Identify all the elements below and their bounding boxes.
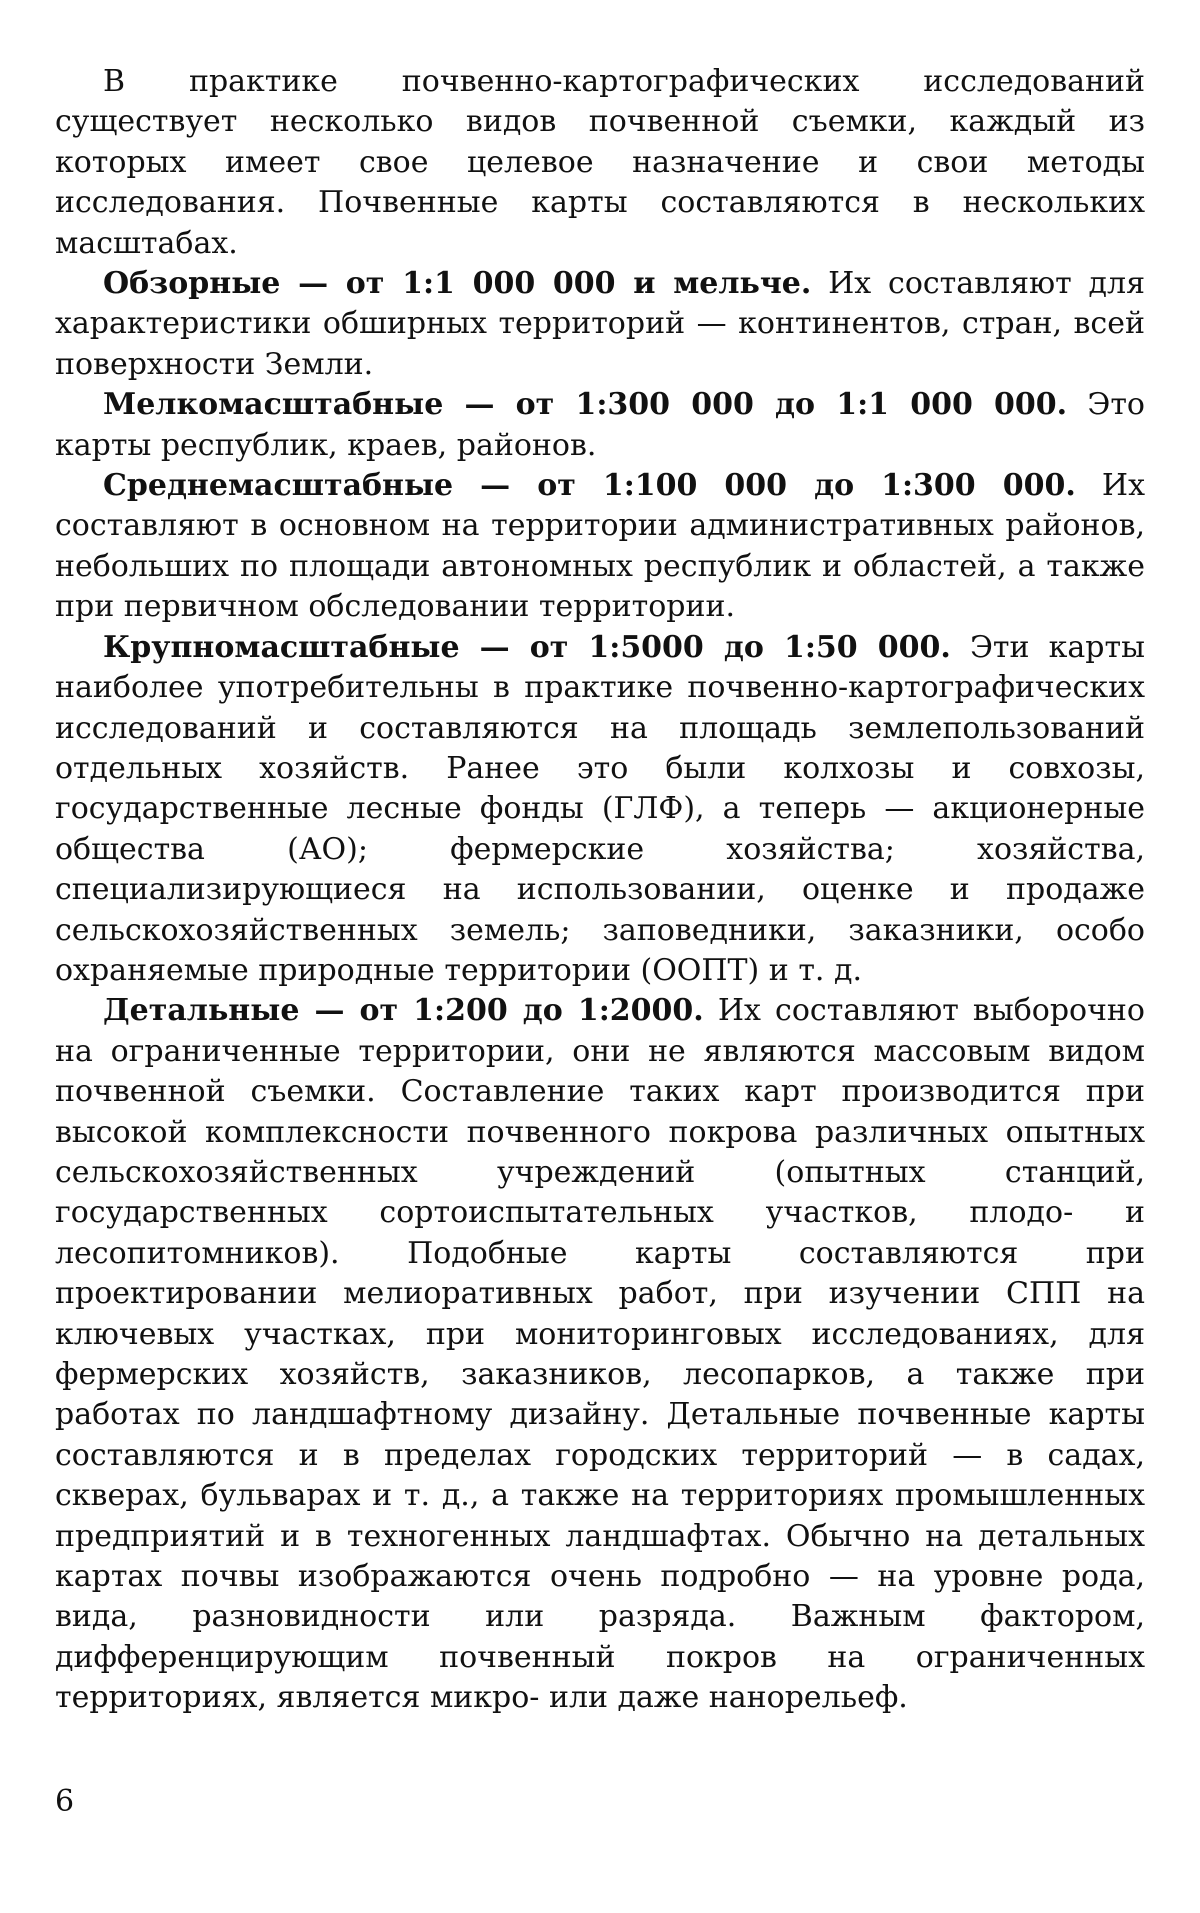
page-number: 6 xyxy=(55,1784,75,1819)
paragraph-small-scale-maps xyxy=(55,385,1145,466)
paragraph-term: Обзорные — от 1:1 000 000 и мельче. xyxy=(103,266,812,302)
paragraph-term: Детальные — от 1:200 до 1:2000. xyxy=(103,993,704,1029)
paragraph-intro xyxy=(55,62,1145,264)
paragraph-term: Среднемасштабные — от 1:100 000 до 1:300 000. xyxy=(103,468,1076,504)
paragraph-overview-maps xyxy=(55,264,1145,385)
paragraph-text: Это карты республик, краев, районов. xyxy=(55,387,1145,463)
paragraph-text: В практике почвенно-картографических исследований существует несколько видов почвенной съемки, каждый из которых имеет свое целевое назначение и свои методы исследования. Почвенные карты составляются в нескольких масштабах. xyxy=(55,64,1145,261)
paragraph-term: Мелкомасштабные — от 1:300 000 до 1:1 000 000. xyxy=(103,387,1068,423)
paragraph-text: Их составляют для характеристики обширных территорий — континентов, стран, всей поверхности Земли. xyxy=(55,266,1145,382)
paragraph-large-scale-maps xyxy=(55,628,1145,992)
paragraph-medium-scale-maps xyxy=(55,466,1145,628)
page-body xyxy=(55,62,1145,1719)
paragraph-text: Их составляют в основном на территории административных районов, небольших по площади автономных республик и областей, а также при первичном обследовании территории. xyxy=(55,468,1145,625)
paragraph-text: Их составляют выборочно на ограниченные территории, они не являются массовым видом почвенной съемки. Составление таких карт производится при высокой комплексности почвенного покрова различных опытных сельскохозяйственных учреждений (опытных станций, государственных сортоиспытательных участков, плодо- и лесопитомников). Подобные карты составляются при проектировании мелиоративных работ, при изучении СПП на ключевых участках, при мониторинговых исследованиях, для фермерских хозяйств, заказников, лесопарков, а также при работах по ландшафтному дизайну. Детальные почвенные карты составляются и в пределах городских территорий — в садах, скверах, бульварах и т. д., а также на территориях промышленных предприятий и в техногенных ландшафтах. Обычно на детальных картах почвы изображаются очень подробно — на уровне рода, вида, разновидности или разряда. Важным фактором, дифференцирующим почвенный покров на ограниченных территориях, является микро- или даже нанорельеф. xyxy=(55,993,1145,1716)
paragraph-detailed-maps xyxy=(55,991,1145,1718)
paragraph-term: Крупномасштабные — от 1:5000 до 1:50 000. xyxy=(103,629,951,665)
paragraph-text: Эти карты наиболее употребительны в практике почвенно-картографических исследований и составляются на площадь землепользований отдельных хозяйств. Ранее это были колхозы и совхозы, государственные лесные фонды (ГЛФ), а теперь — акционерные общества (АО); фермерские хозяйства; хозяйства, специализирующиеся на использовании, оценке и продаже сельскохозяйственных земель; заповедники, заказники, особо охраняемые природные территории (ООПТ) и т. д. xyxy=(55,629,1145,988)
